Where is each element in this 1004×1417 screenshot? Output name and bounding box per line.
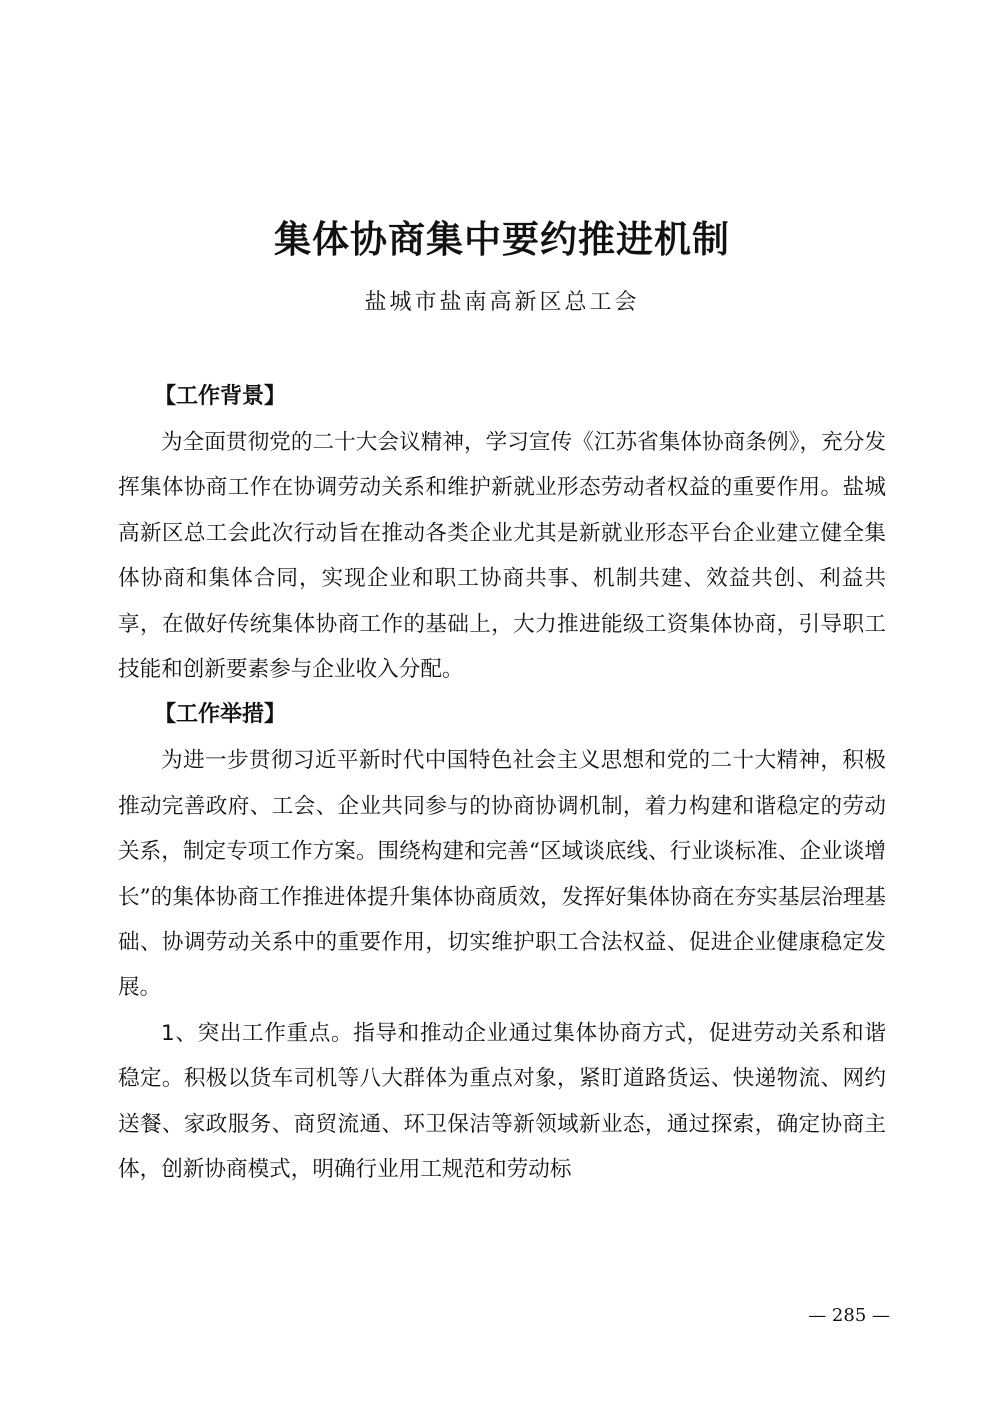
document-body bbox=[118, 374, 886, 1193]
section-heading-background: 【工作背景】 bbox=[154, 384, 287, 409]
page-number: — 285 — bbox=[808, 1305, 890, 1326]
item-1-text: 指导和推动企业通过集体协商方式，促进劳动关系和谐稳定。积极以货车司机等八大群体为重点对象，紧盯道路货运、快递物流、网约送餐、家政服务、商贸流通、环卫保洁等新领域新业态，通过探索，确定协商主体，创新协商模式，明确行业用工规范和劳动标 bbox=[118, 1020, 886, 1183]
document-title: 集体协商集中要约推进机制 bbox=[274, 218, 730, 261]
paragraph-measures: 为进一步贯彻习近平新时代中国特色社会主义思想和党的二十大精神，积极推动完善政府、工会、企业共同参与的协商协调机制，着力构建和谐稳定的劳动关系，制定专项工作方案。围绕构建和完善“区域谈底线、行业谈标准、企业谈增长”的集体协商工作推进体提升集体协商质效，发挥好集体协商在夯实基层治理基础、协调劳动关系中的重要作用，切实维护职工合法权益、促进企业健康稳定发展。 bbox=[118, 748, 886, 1001]
item-1-lead: 1、突出工作重点。 bbox=[161, 1020, 354, 1046]
paragraph-background: 为全面贯彻党的二十大会议精神，学习宣传《江苏省集体协商条例》，充分发挥集体协商工作在协调劳动关系和维护新就业形态劳动者权益的重要作用。盐城高新区总工会此次行动旨在推动各类企业尤其是新就业形态平台企业建立健全集体协商和集体合同，实现企业和职工协商共事、机制共建、效益共创、利益共享，在做好传统集体协商工作的基础上，大力推进能级工资集体协商，引导职工技能和创新要素参与企业收入分配。 bbox=[118, 430, 886, 683]
document-subtitle: 盐城市盐南高新区总工会 bbox=[364, 290, 640, 315]
paragraph-item-1 bbox=[118, 1011, 886, 1193]
section-heading-measures: 【工作举措】 bbox=[154, 702, 287, 728]
